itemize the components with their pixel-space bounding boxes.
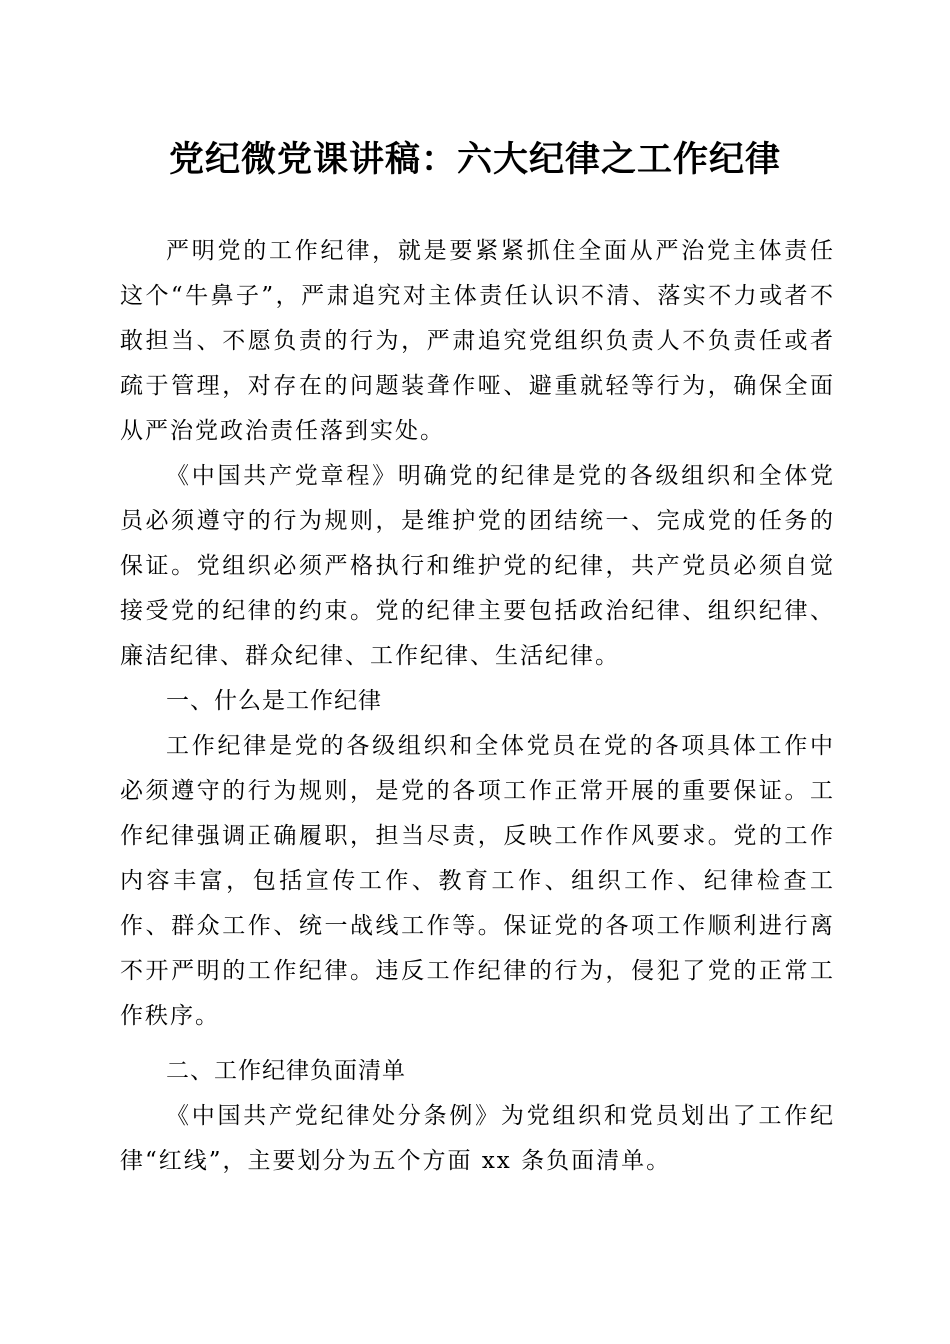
section-2-paragraph: 《中国共产党纪律处分条例》为党组织和党员划出了工作纪律“红线”，主要划分为五个方面 xx 条负面清单。: [120, 1103, 835, 1174]
section-1-heading: 一、什么是工作纪律: [166, 688, 382, 714]
document-title: 党纪微党课讲稿：六大纪律之工作纪律: [168, 139, 781, 180]
intro-paragraph-1: 严明党的工作纪律，就是要紧紧抓住全面从严治党主体责任这个“牛鼻子”，严肃追究对主体责任认识不清、落实不力或者不敢担当、不愿负责的行为，严肃追究党组织负责人不负责任或者疏于管理，对存在的问题装聋作哑、避重就轻等行为，确保全面从严治党政治责任落到实处。: [120, 238, 835, 444]
section-gap: [120, 1039, 835, 1049]
section-1-paragraph: 工作纪律是党的各级组织和全体党员在党的各项具体工作中必须遵守的行为规则，是党的各项工作正常开展的重要保证。工作纪律强调正确履职，担当尽责，反映工作作风要求。党的工作内容丰富，包括宣传工作、教育工作、组织工作、纪律检查工作、群众工作、统一战线工作等。保证党的各项工作顺利进行离不开严明的工作纪律。违反工作纪律的行为，侵犯了党的正常工作秩序。: [120, 733, 835, 1029]
intro-paragraph-2: 《中国共产党章程》明确党的纪律是党的各级组织和全体党员必须遵守的行为规则，是维护党的团结统一、完成党的任务的保证。党组织必须严格执行和维护党的纪律，共产党员必须自觉接受党的纪律的约束。党的纪律主要包括政治纪律、组织纪律、廉洁纪律、群众纪律、工作纪律、生活纪律。: [120, 463, 835, 669]
document-body: [120, 229, 835, 1184]
section-2-heading: 二、工作纪律负面清单: [166, 1058, 406, 1084]
